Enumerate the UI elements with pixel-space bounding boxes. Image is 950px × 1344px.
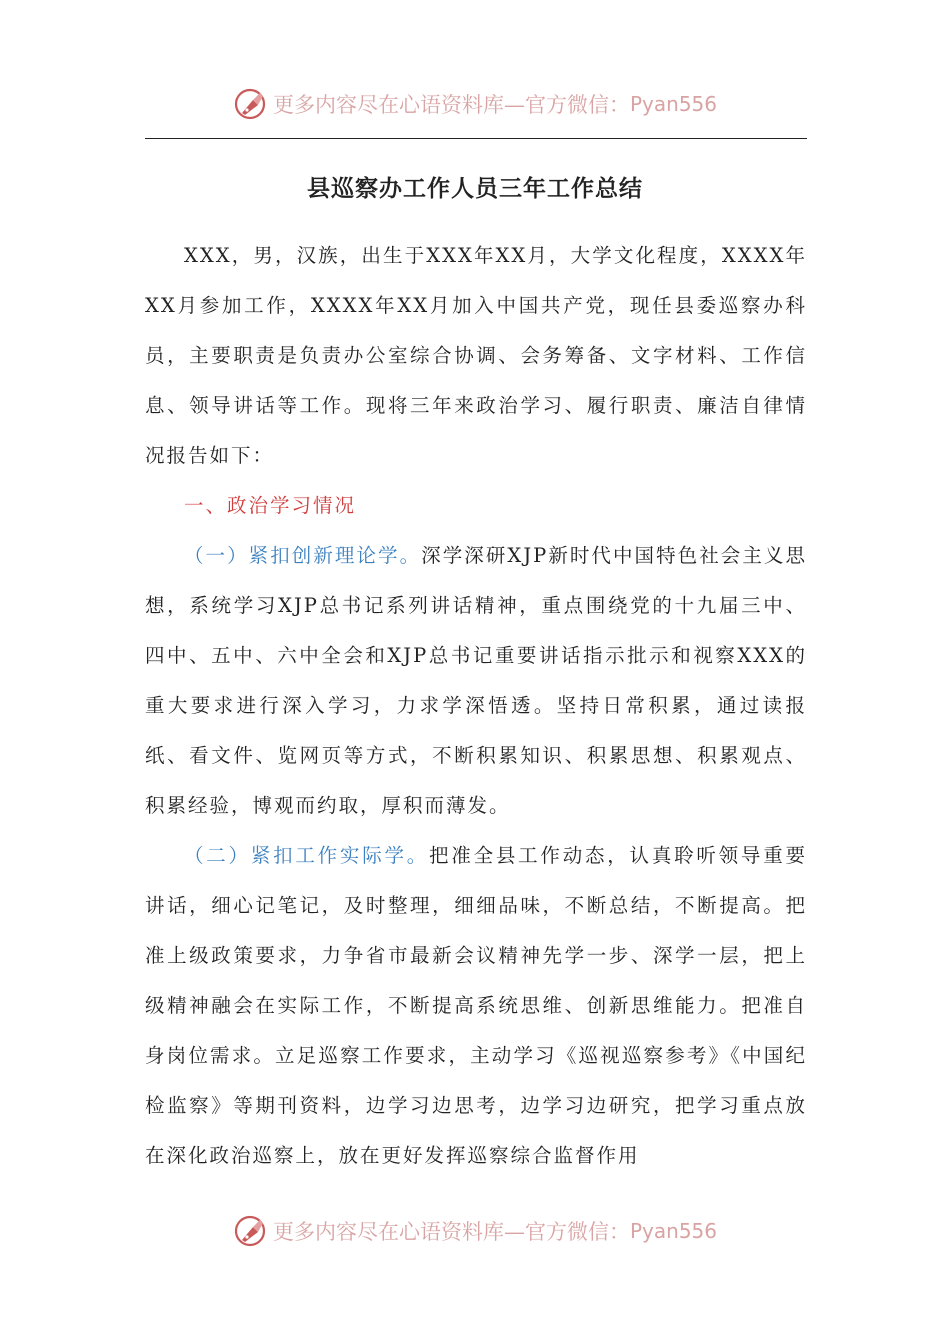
intro-paragraph: XXX，男，汉族，出生于XXX年XX月，大学文化程度，XXXX年XX月参加工作，XXXX年XX月加入中国共产党，现任县委巡察办科员，主要职责是负责办公室综合协调、会务筹备、文字材料、工作信息、领导讲话等工作。现将三年来政治学习、履行职责、廉洁自律情况报告如下： bbox=[145, 244, 807, 467]
subsection-1-body: 深学深研XJP新时代中国特色社会主义思想，系统学习XJP总书记系列讲话精神，重点围绕党的十九届三中、四中、五中、六中全会和XJP总书记重要讲话指示批示和视察XXX的重大要求进行深入学习，力求学深悟透。坚持日常积累，通过读报纸、看文件、览网页等方式，不断积累知识、积累思想、积累观点、积累经验，博观而约取，厚积而薄发。 bbox=[145, 544, 807, 817]
watermark-header bbox=[0, 84, 950, 124]
watermark-text: 更多内容尽在心语资料库—官方微信： bbox=[272, 93, 630, 117]
subsection-2-paragraph bbox=[145, 831, 807, 1181]
watermark-footer bbox=[0, 1211, 950, 1251]
watermark-wechat-id: Pyan556 bbox=[629, 92, 717, 116]
watermark-wechat-id: Pyan556 bbox=[629, 1219, 717, 1243]
subsection-1-paragraph bbox=[145, 531, 807, 831]
document-title: 县巡察办工作人员三年工作总结 bbox=[307, 175, 643, 202]
subsection-2-heading: （二）紧扣工作实际学。 bbox=[184, 844, 430, 867]
header-divider bbox=[145, 138, 807, 139]
section-heading: 一、政治学习情况 bbox=[184, 494, 357, 517]
pen-nib-logo-icon bbox=[233, 86, 269, 122]
watermark-text: 更多内容尽在心语资料库—官方微信： bbox=[272, 1220, 630, 1244]
subsection-1-heading: （一）紧扣创新理论学。 bbox=[184, 544, 422, 567]
document-body bbox=[145, 231, 807, 1181]
subsection-2-body: 把准全县工作动态，认真聆听领导重要讲话，细心记笔记，及时整理，细细品味，不断总结，不断提高。把准上级政策要求，力争省市最新会议精神先学一步、深学一层，把上级精神融会在实际工作，不断提高系统思维、创新思维能力。把准自身岗位需求。立足巡察工作要求，主动学习《巡视巡察参考》《中国纪检监察》等期刊资料，边学习边思考，边学习边研究，把学习重点放在深化政治巡察上，放在更好发挥巡察综合监督作用 bbox=[145, 844, 807, 1167]
pen-nib-logo-icon bbox=[233, 1213, 269, 1249]
